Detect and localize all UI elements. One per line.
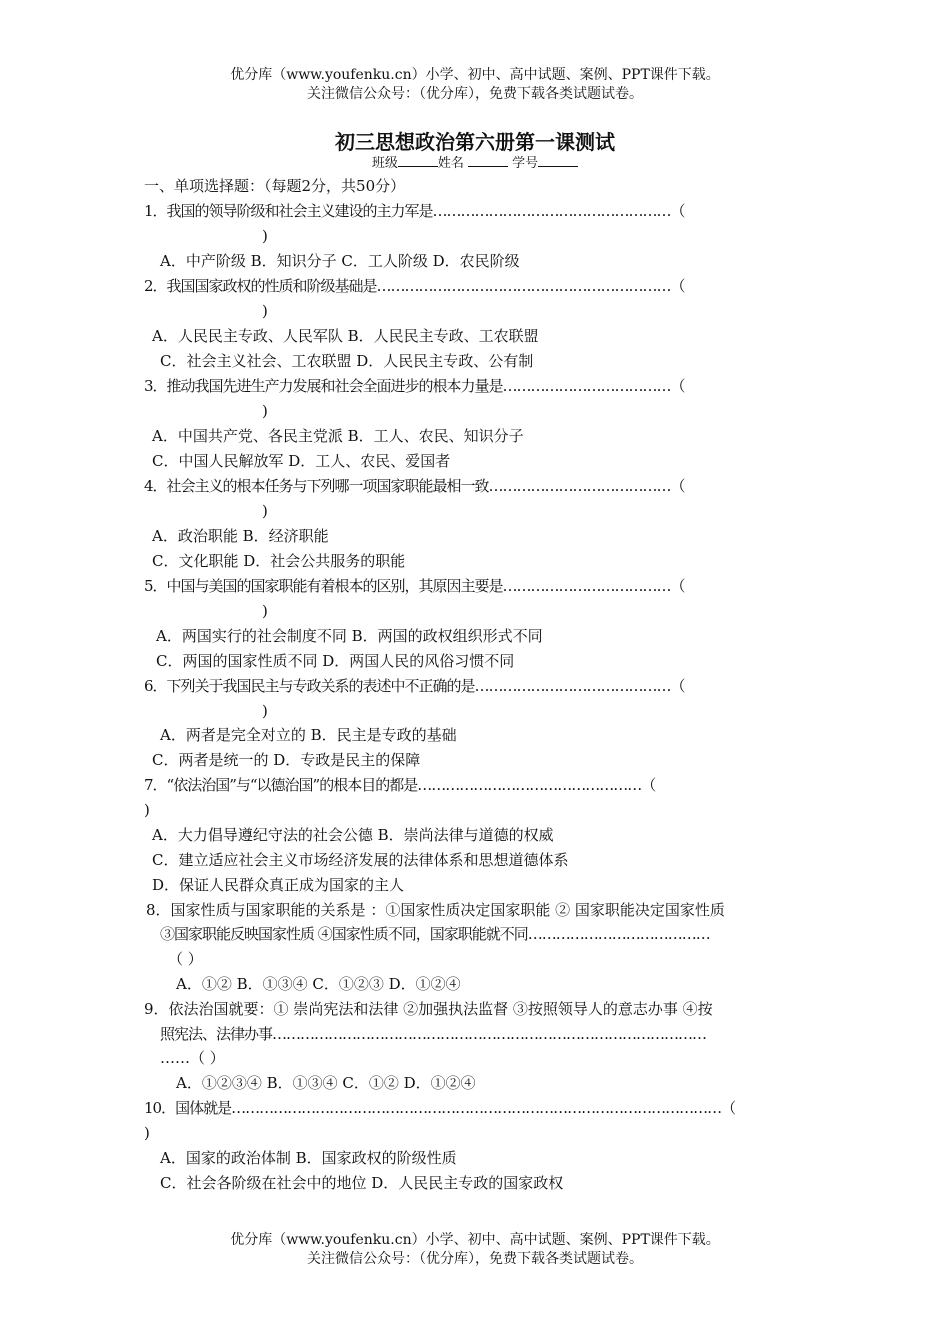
- question-4-options-ab: A．政治职能 B．经济职能: [152, 527, 329, 545]
- question-9-line-2: 照宪法、法律办事…………………………………………………………………………………: [160, 1025, 707, 1043]
- answer-paren: ): [144, 801, 150, 819]
- number-label: 学号: [512, 156, 539, 171]
- question-3-options-ab: A．中国共产党、各民主党派 B．工人、农民、知识分子: [152, 427, 524, 445]
- question-1-options: A．中产阶级 B．知识分子 C．工人阶级 D．农民阶级: [160, 252, 520, 270]
- header-line-1: 优分库（www.youfenku.cn）小学、初中、高中试题、案例、PPT课件下载。: [230, 67, 720, 83]
- question-4: 4．社会主义的根本任务与下列哪一项国家职能最相一致…………………………………（: [144, 477, 685, 495]
- question-7-option-c: C．建立适应社会主义市场经济发展的法律体系和思想道德体系: [152, 851, 569, 869]
- footer-line-1: 优分库（www.youfenku.cn）小学、初中、高中试题、案例、PPT课件下载。: [230, 1232, 720, 1248]
- answer-paren: ): [262, 302, 268, 320]
- class-label: 班级: [371, 156, 398, 171]
- footer-line-2: 关注微信公众号：（优分库），免费下载各类试题试卷。: [307, 1251, 643, 1267]
- question-10-options-ab: A．国家的政治体制 B．国家政权的阶级性质: [160, 1149, 457, 1167]
- question-9-options: A．①②③④ B．①③④ C．①② D．①②④: [176, 1074, 476, 1092]
- answer-paren: ): [262, 702, 268, 720]
- answer-paren: ): [144, 1124, 150, 1142]
- answer-paren: ): [262, 227, 268, 245]
- page-footer: [0, 1231, 950, 1269]
- question-10: 10．国体就是……………………………………………………………………………………………（: [144, 1099, 736, 1117]
- page-title: 初三思想政治第六册第一课测试: [335, 130, 615, 154]
- student-info: [0, 152, 950, 171]
- number-blank: [538, 154, 578, 167]
- question-5-options-cd: C．两国的国家性质不同 D．两国人民的风俗习惯不同: [156, 652, 515, 670]
- name-blank: [468, 154, 508, 167]
- answer-paren: ): [262, 502, 268, 520]
- header-line-2: 关注微信公众号：（优分库），免费下载各类试题试卷。: [307, 86, 643, 102]
- answer-paren: ): [262, 602, 268, 620]
- question-6: 6．下列关于我国民主与专政关系的表述中不正确的是……………………………………（: [144, 677, 685, 695]
- question-8-line-2: ③国家职能反映国家性质 ④国家性质不同，国家职能就不同…………………………………: [160, 925, 710, 943]
- question-8-options: A．①② B．①③④ C．①②③ D．①②④: [176, 975, 461, 993]
- question-5-options-ab: A．两国实行的社会制度不同 B．两国的政权组织形式不同: [156, 627, 543, 645]
- question-2: 2．我国国家政权的性质和阶级基础是………………………………………………………（: [144, 277, 685, 295]
- class-blank: [398, 154, 438, 167]
- name-label: 姓名: [437, 156, 464, 171]
- question-8-answer-paren: （ ）: [168, 950, 203, 968]
- question-7: 7．“依法治国”与“以德治国”的根本目的都是…………………………………………（: [144, 776, 656, 794]
- section-heading: 一、单项选择题：（每题2分，共50分）: [144, 177, 406, 195]
- question-3-options-cd: C．中国人民解放军 D．工人、农民、爱国者: [152, 452, 451, 470]
- question-2-options-ab: A．人民民主专政、人民军队 B．人民民主专政、工农联盟: [152, 327, 539, 345]
- question-8: 8．国家性质与国家职能的关系是 ：①国家性质决定国家职能 ② 国家职能决定国家性质: [146, 901, 725, 919]
- question-6-options-ab: A．两者是完全对立的 B．民主是专政的基础: [160, 726, 457, 744]
- question-6-options-cd: C．两者是统一的 D．专政是民主的保障: [152, 751, 421, 769]
- question-3: 3．推动我国先进生产力发展和社会全面进步的根本力量是………………………………（: [144, 377, 685, 395]
- question-7-options-ab: A．大力倡导遵纪守法的社会公德 B．崇尚法律与道德的权威: [152, 826, 554, 844]
- question-4-options-cd: C．文化职能 D．社会公共服务的职能: [152, 552, 406, 570]
- answer-paren: ): [262, 402, 268, 420]
- page-header: [0, 66, 950, 104]
- question-1: 1．我国的领导阶级和社会主义建设的主力军是……………………………………………（: [144, 202, 685, 220]
- question-10-options-cd: C．社会各阶级在社会中的地位 D．人民民主专政的国家政权: [160, 1174, 564, 1192]
- question-9-answer-paren: ……（ ）: [160, 1049, 225, 1067]
- question-9: 9．依法治国就要：① 崇尚宪法和法律 ②加强执法监督 ③按照领导人的意志办事 ④按: [144, 1000, 713, 1018]
- question-7-option-d: D．保证人民群众真正成为国家的主人: [152, 876, 405, 894]
- question-2-options-cd: C．社会主义社会、工农联盟 D．人民民主专政、公有制: [160, 352, 534, 370]
- question-5: 5．中国与美国的国家职能有着根本的区别，其原因主要是………………………………（: [144, 577, 685, 595]
